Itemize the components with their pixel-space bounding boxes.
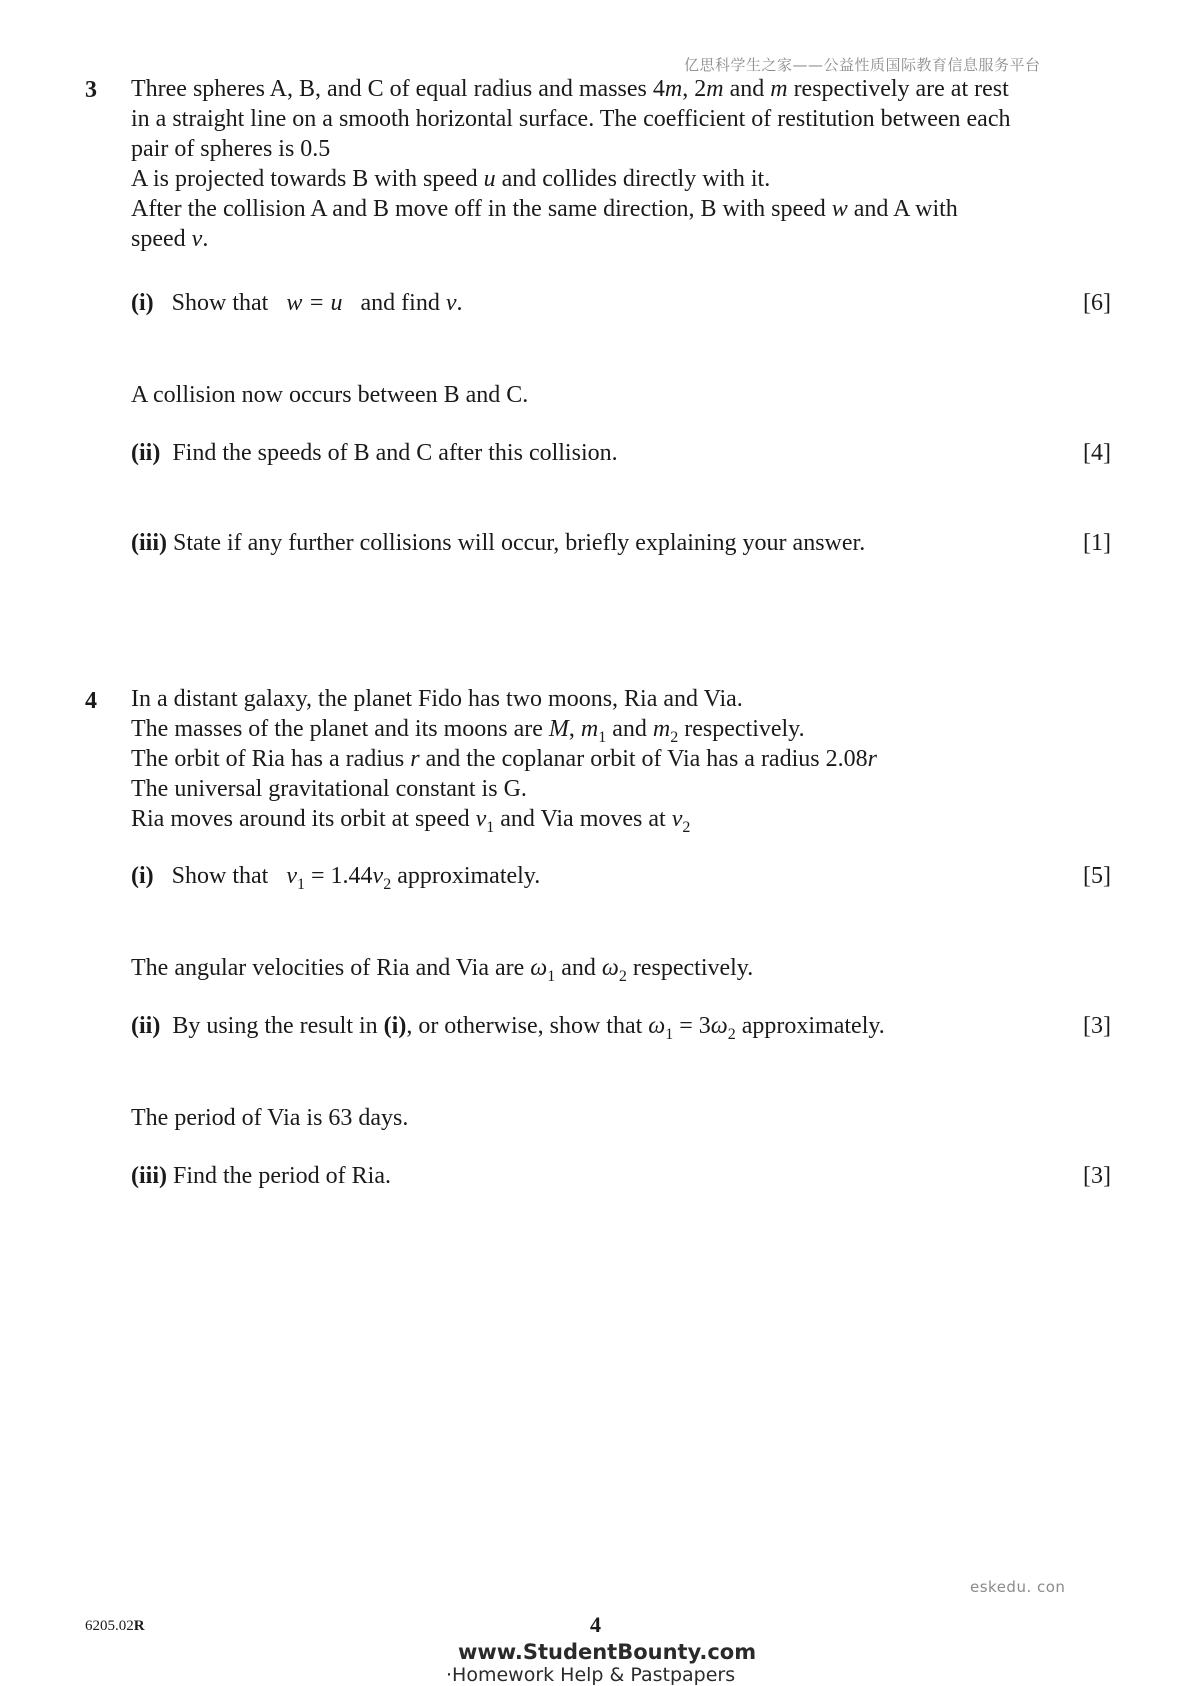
q4-statement-2: The angular velocities of Ria and Via are $\omega_1$ and $\omega_2$ respectively. [131,955,754,985]
q3-line-3: pair of spheres is 0.5 [131,136,331,162]
q3-part-i-equation: w = u [286,290,343,316]
q3-statement-2: A collision now occurs between B and C. [131,382,529,408]
q4-line-5: Ria moves around its orbit at speed $v_1$ and Via moves at $v_2$ [131,806,691,836]
q4-part-iii: (iii) Find the period of Ria. [131,1163,391,1189]
q3-part-iii: (iii) State if any further collisions will occur, briefly explaining your answer. [131,530,866,556]
q3-part-i: (i) Show that w = u and find v. [131,290,463,316]
footer-watermark: eskedu. con [970,1578,1066,1596]
q4-statement-3: The period of Via is 63 days. [131,1105,409,1131]
q4-line-2: The masses of the planet and its moons are M, $m_1$ and $m_2$ respectively. [131,716,805,746]
q4-part-i: (i) Show that $v_1 = 1.44v_2$ approximately. [131,863,541,893]
q3-line-5: After the collision A and B move off in the same direction, B with speed w and A with [131,196,958,222]
q3-line-4: A is projected towards B with speed u and collides directly with it. [131,166,771,192]
q4-part-i-marks: [5] [1083,863,1111,889]
q4-part-iii-marks: [3] [1083,1163,1111,1189]
studentbounty-link[interactable]: www.StudentBounty.com [458,1640,757,1664]
q4-line-4: The universal gravitational constant is G. [131,776,527,802]
q3-part-i-marks: [6] [1083,290,1111,316]
q4-line-1: In a distant galaxy, the planet Fido has two moons, Ria and Via. [131,686,743,712]
q3-part-ii-marks: [4] [1083,440,1111,466]
studentbounty-tagline: ·Homework Help & Pastpapers [446,1664,736,1686]
q3-line-6: speed v. [131,226,209,252]
page-number: 4 [590,1612,601,1637]
header-watermark: 亿思科学生之家——公益性质国际教育信息服务平台 [684,56,1041,74]
q4-part-ii-marks: [3] [1083,1013,1111,1039]
q3-line-2: in a straight line on a smooth horizontal surface. The coefficient of restitution between each [131,106,1011,132]
q3-part-ii: (ii) Find the speeds of B and C after this collision. [131,440,618,466]
paper-code: 6205.02R [85,1618,145,1634]
q3-line-1: Three spheres A, B, and C of equal radius and masses 4m, 2m and m respectively are at rest [131,76,1009,102]
question-3-number: 3 [85,77,97,103]
q4-line-3: The orbit of Ria has a radius r and the coplanar orbit of Via has a radius 2.08r [131,746,877,772]
question-4-number: 4 [85,688,97,714]
q3-part-iii-marks: [1] [1083,530,1111,556]
q4-part-ii: (ii) By using the result in (i), or otherwise, show that $\omega_1 = 3\omega_2$ approximately. [131,1013,885,1043]
